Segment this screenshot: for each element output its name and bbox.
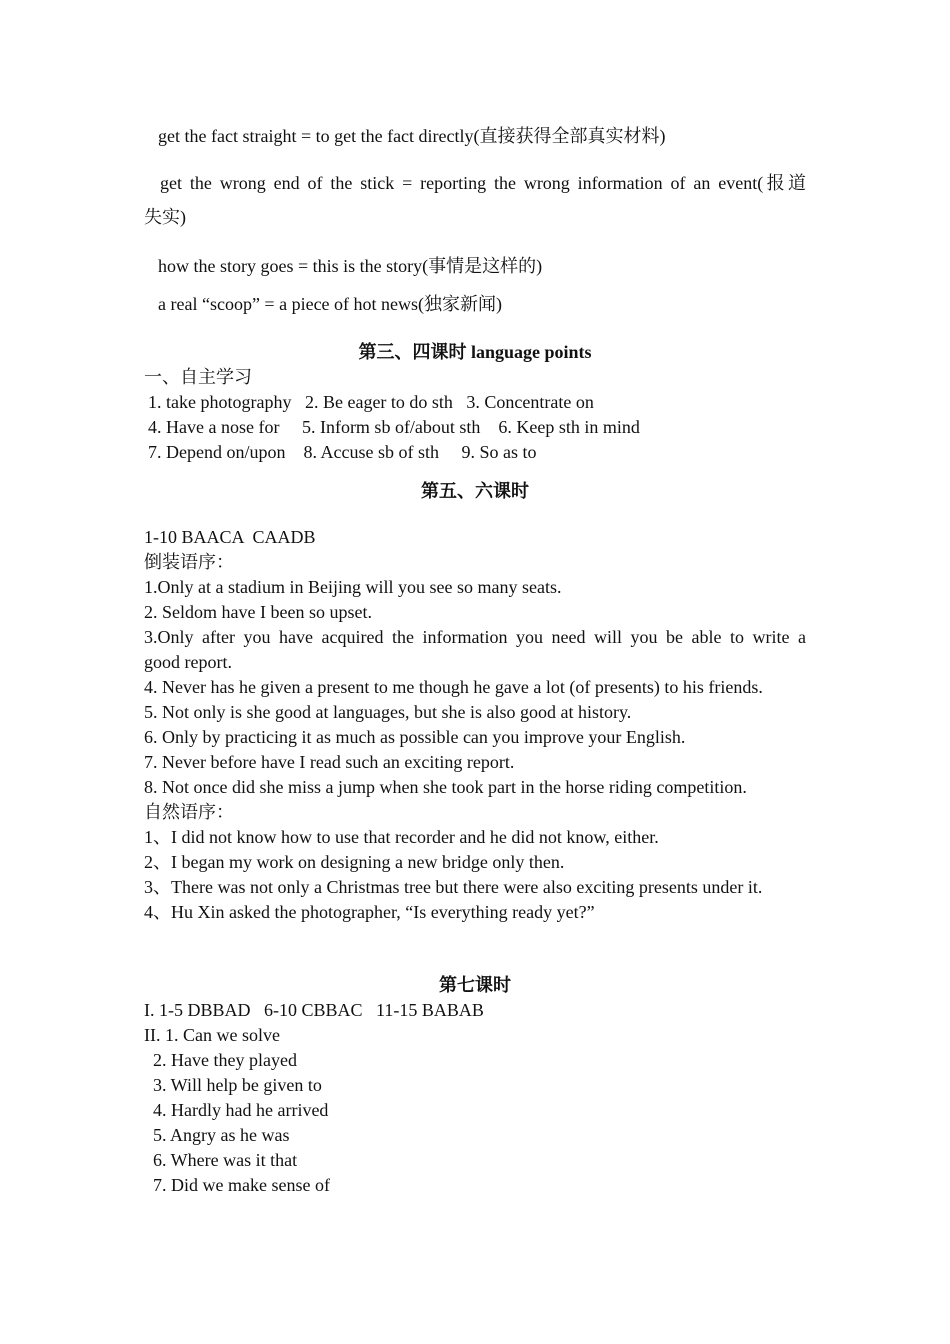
sentence-line: good report. [144, 652, 232, 672]
natural-order-label: 自然语序： [144, 802, 234, 822]
subheading-self-study: 一、自主学习 [144, 367, 252, 387]
sentence-line: 3、There was not only a Christmas tree but there were also exciting presents under it. [144, 877, 763, 897]
phrase-line: 4. Have a nose for 5. Inform sb of/about sth 6. Keep sth in mind [148, 417, 640, 437]
inverted-order-label: 倒装语序： [144, 552, 234, 572]
answer-line: 5. Angry as he was [153, 1125, 290, 1145]
sentence-line: 3.Only after you have acquired the information you need will you be able to write a [144, 627, 806, 647]
answer-line: 7. Did we make sense of [153, 1175, 330, 1195]
section-heading-lesson-7: 第七课时 [439, 975, 511, 995]
idiom-line: how the story goes = this is the story(事情是这样的) [158, 256, 543, 276]
phrase-line: 7. Depend on/upon 8. Accuse sb of sth 9. So as to [148, 442, 537, 462]
sentence-line: 4. Never has he given a present to me though he gave a lot (of presents) to his friends. [144, 677, 763, 697]
idiom-line: get the fact straight = to get the fact directly(直接获得全部真实材料) [158, 126, 666, 146]
sentence-line: 2. Seldom have I been so upset. [144, 602, 372, 622]
sentence-line: 1.Only at a stadium in Beijing will you see so many seats. [144, 577, 562, 597]
sentence-line: 1、I did not know how to use that recorder and he did not know, either. [144, 827, 659, 847]
answer-line: 3. Will help be given to [153, 1075, 322, 1095]
answer-line: 4. Hardly had he arrived [153, 1100, 329, 1120]
answer-line: 2. Have they played [153, 1050, 297, 1070]
answer-line: 6. Where was it that [153, 1150, 298, 1170]
sentence-line: 7. Never before have I read such an exciting report. [144, 752, 515, 772]
idiom-line: 失实) [144, 207, 186, 227]
sentence-line: 4、Hu Xin asked the photographer, “Is everything ready yet?” [144, 902, 595, 922]
idiom-line: a real “scoop” = a piece of hot news(独家新闻) [158, 294, 503, 314]
answer-line: II. 1. Can we solve [144, 1025, 280, 1045]
sentence-line: 8. Not once did she miss a jump when she took part in the horse riding competition. [144, 777, 747, 797]
sentence-line: 5. Not only is she good at languages, but she is also good at history. [144, 702, 632, 722]
phrase-line: 1. take photography 2. Be eager to do sth 3. Concentrate on [148, 392, 594, 412]
section-heading-lessons-5-6: 第五、六课时 [421, 481, 529, 501]
sentence-line: 2、I began my work on designing a new bridge only then. [144, 852, 565, 872]
answer-line: 1-10 BAACA CAADB [144, 527, 316, 547]
idiom-line: get the wrong end of the stick = reporting the wrong information of an event(报道 [160, 173, 806, 193]
section-heading-lessons-3-4: 第三、四课时 language points [358, 342, 592, 362]
sentence-line: 6. Only by practicing it as much as possible can you improve your English. [144, 727, 686, 747]
answer-line: I. 1-5 DBBAD 6-10 CBBAC 11-15 BABAB [144, 1000, 484, 1020]
